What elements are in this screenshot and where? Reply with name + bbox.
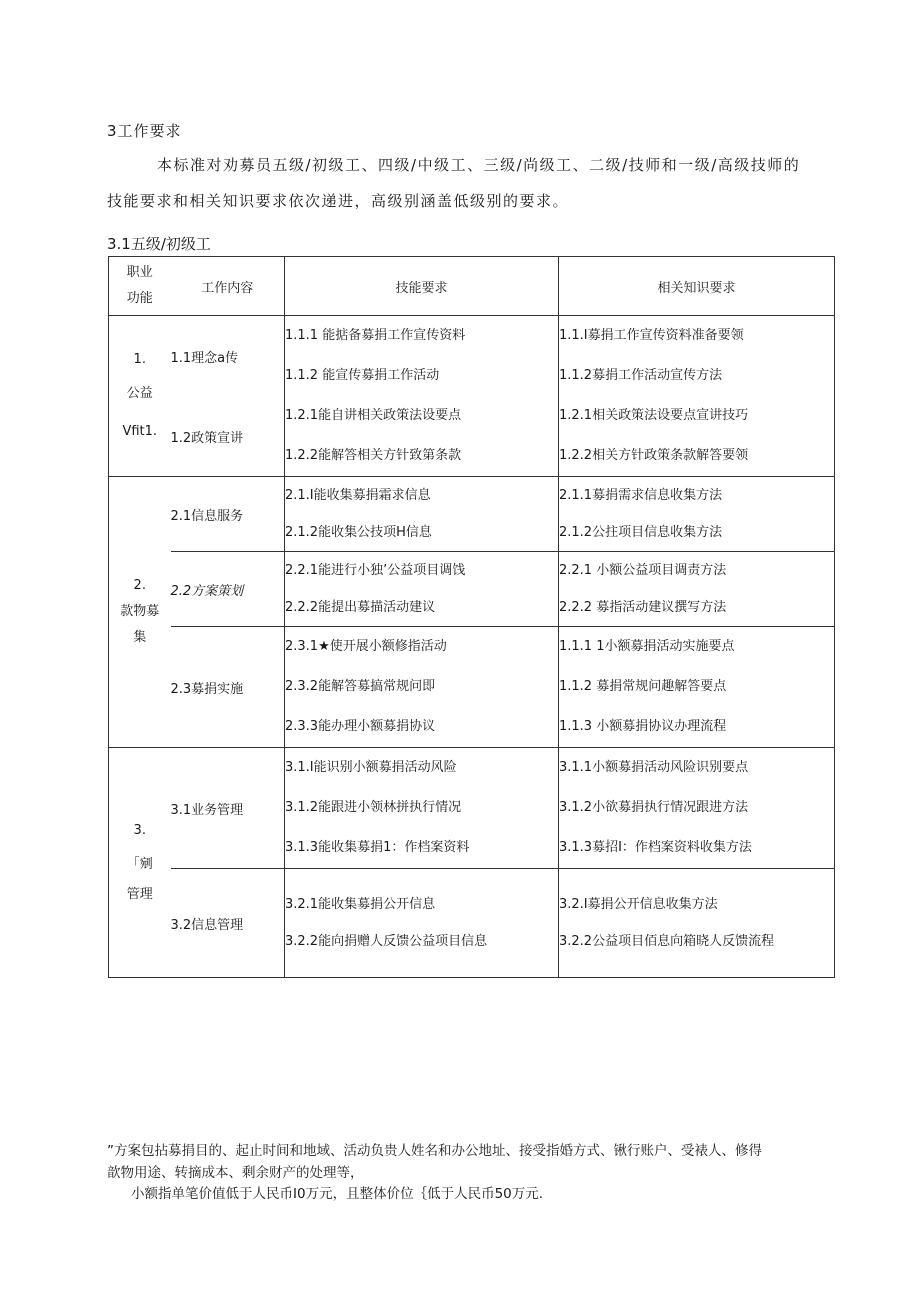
know-line: 3.2.I募捐公开信息收集方法 [559, 897, 718, 912]
table-row [109, 316, 835, 397]
func-line: 管理 [126, 886, 153, 902]
footnote-1-line-2: 歆物用途、转摘成本、剩余财产的处理等， [107, 1165, 364, 1181]
func-cell-3 [109, 748, 171, 978]
skill-line: 2.2.2能提出募描活动建议 [285, 600, 436, 615]
work-cell: 2.3募捐实施 [171, 627, 285, 748]
skill-line: 3.1.I能识别小额募捐活动风险 [285, 760, 457, 775]
skill-line: 3.2.1能收集募捐公开信息 [285, 897, 436, 912]
know-cell [559, 552, 835, 627]
work-cell: 3.2信息管理 [171, 869, 285, 978]
work-cell: 1.1理念a传 [171, 316, 285, 397]
skill-line: 2.3.3能办理小额募捐协议 [285, 719, 436, 734]
know-line: 1.1.2募捐工作活动宣传方法 [559, 368, 723, 383]
know-line: 3.1.1小额募捐活动风险识别要点 [559, 760, 749, 775]
skill-cell [285, 869, 559, 978]
skill-line: 1.1.1 能掂备募捐工作宣传资料 [285, 328, 466, 343]
skill-line: 2.3.1★使开展小额修指活动 [285, 639, 447, 654]
header-func-line1: 职业 [126, 265, 153, 280]
header-know: 相关知识要求 [559, 257, 835, 316]
table-row [109, 627, 835, 748]
skill-line: 3.1.3能收集募捐1：作档案资料 [285, 840, 470, 855]
table-row [109, 396, 835, 477]
know-line: 2.2.2 募指活动建议撰写方法 [559, 600, 727, 615]
skill-line: 1.2.1能自讲相关政策法设要点 [285, 408, 462, 423]
skill-cell [285, 552, 559, 627]
func-line: 「剜 [126, 856, 153, 872]
table-row [109, 477, 835, 552]
skill-cell [285, 477, 559, 552]
know-line: 3.1.2小欲募捐执行情况跟进方法 [559, 800, 749, 815]
work-cell: 2.1信息服务 [171, 477, 285, 552]
section-heading: 3工作要求 [107, 122, 182, 140]
skill-line: 2.2.1能进行小独’公益项目调饯 [285, 563, 466, 578]
know-line: 1.2.1相关政策法设要点宣讲技巧 [559, 408, 749, 423]
know-cell [559, 316, 835, 397]
func-line: 款物募 [120, 604, 160, 619]
work-cell: 1.2政策宣讲 [171, 396, 285, 477]
know-line: 3.2.2公益项目佰息向箱晓人反馈流程 [559, 934, 775, 949]
requirements-table [108, 256, 835, 978]
know-cell [559, 869, 835, 978]
know-cell [559, 477, 835, 552]
func-line: 2. [133, 578, 146, 593]
header-func-line2: 功能 [126, 291, 153, 306]
skill-cell [285, 748, 559, 869]
subsection-heading: 3.1五级/初级工 [107, 235, 211, 253]
table-row [109, 552, 835, 627]
know-line: 2.1.2公拄项目信息收集方法 [559, 525, 723, 540]
skill-cell [285, 316, 559, 397]
skill-line: 2.1.2能收集公技项H信息 [285, 525, 432, 540]
skill-line: 1.2.2能解答相关方针致第条款 [285, 448, 462, 463]
func-line: Vfit1. [122, 424, 158, 439]
know-cell [559, 748, 835, 869]
know-line: 3.1.3募招I：作档案资料收集方法 [559, 840, 752, 855]
skill-cell [285, 627, 559, 748]
footnote-2: 小额指单笔价值低于人民币I0万元，且整体价位｛低于人民币50万元. [131, 1186, 544, 1202]
skill-line: 3.1.2能跟进小领林拼执行情况 [285, 800, 462, 815]
know-line: 2.1.1募捐需求信息收集方法 [559, 488, 723, 503]
know-line: 1.1.1 1小额募捐活动实施要点 [559, 639, 735, 654]
table-header-row [109, 257, 835, 316]
func-line: 1. [133, 352, 146, 367]
know-line: 1.1.2 募捐常规问趣解答要点 [559, 679, 727, 694]
know-line: 2.2.1 小额公益项目调责方法 [559, 563, 727, 578]
know-line: 1.2.2相关方针政策条款解答要领 [559, 448, 749, 463]
func-line: 集 [133, 630, 147, 645]
table-row [109, 748, 835, 869]
skill-cell [285, 396, 559, 477]
know-line: 1.1.3 小额募捐协议办理流程 [559, 719, 727, 734]
intro-line-1: 本标准对劝募员五级/初级工、四级/中级工、三级/尚级工、二级/技师和一级/高级技师的 [157, 156, 801, 174]
intro-line-2: 技能要求和相关知识要求依次递进，高级别涵盖低级别的要求。 [107, 192, 570, 210]
know-line: 1.1.I募捐工作宣传资料准备要领 [559, 328, 744, 343]
work-cell: 3.1业务管理 [171, 748, 285, 869]
skill-line: 2.3.2能解答募搞常规问即 [285, 679, 436, 694]
work-cell: 2.2方案策划 [171, 552, 285, 627]
know-cell [559, 627, 835, 748]
header-skill: 技能要求 [285, 257, 559, 316]
skill-line: 2.1.I能收集募捐霜求信息 [285, 488, 431, 503]
func-cell-2 [109, 477, 171, 748]
footnote-1-line-1: ”方案包拈募捐目的、起止时间和地域、活动负贵人姓名和办公地址、接受指婚方式、锹行账户、受裱人、修得 [107, 1143, 762, 1159]
table-row [109, 869, 835, 978]
func-cell-1 [109, 316, 171, 477]
header-work: 工作内容 [171, 257, 285, 316]
skill-line: 1.1.2 能宣传募捐工作活动 [285, 368, 440, 383]
know-cell [559, 396, 835, 477]
func-line: 3. [133, 822, 146, 838]
func-line: 公益 [126, 386, 153, 401]
skill-line: 3.2.2能向捐赠人反馈公益项目信息 [285, 934, 488, 949]
header-func [109, 257, 171, 316]
